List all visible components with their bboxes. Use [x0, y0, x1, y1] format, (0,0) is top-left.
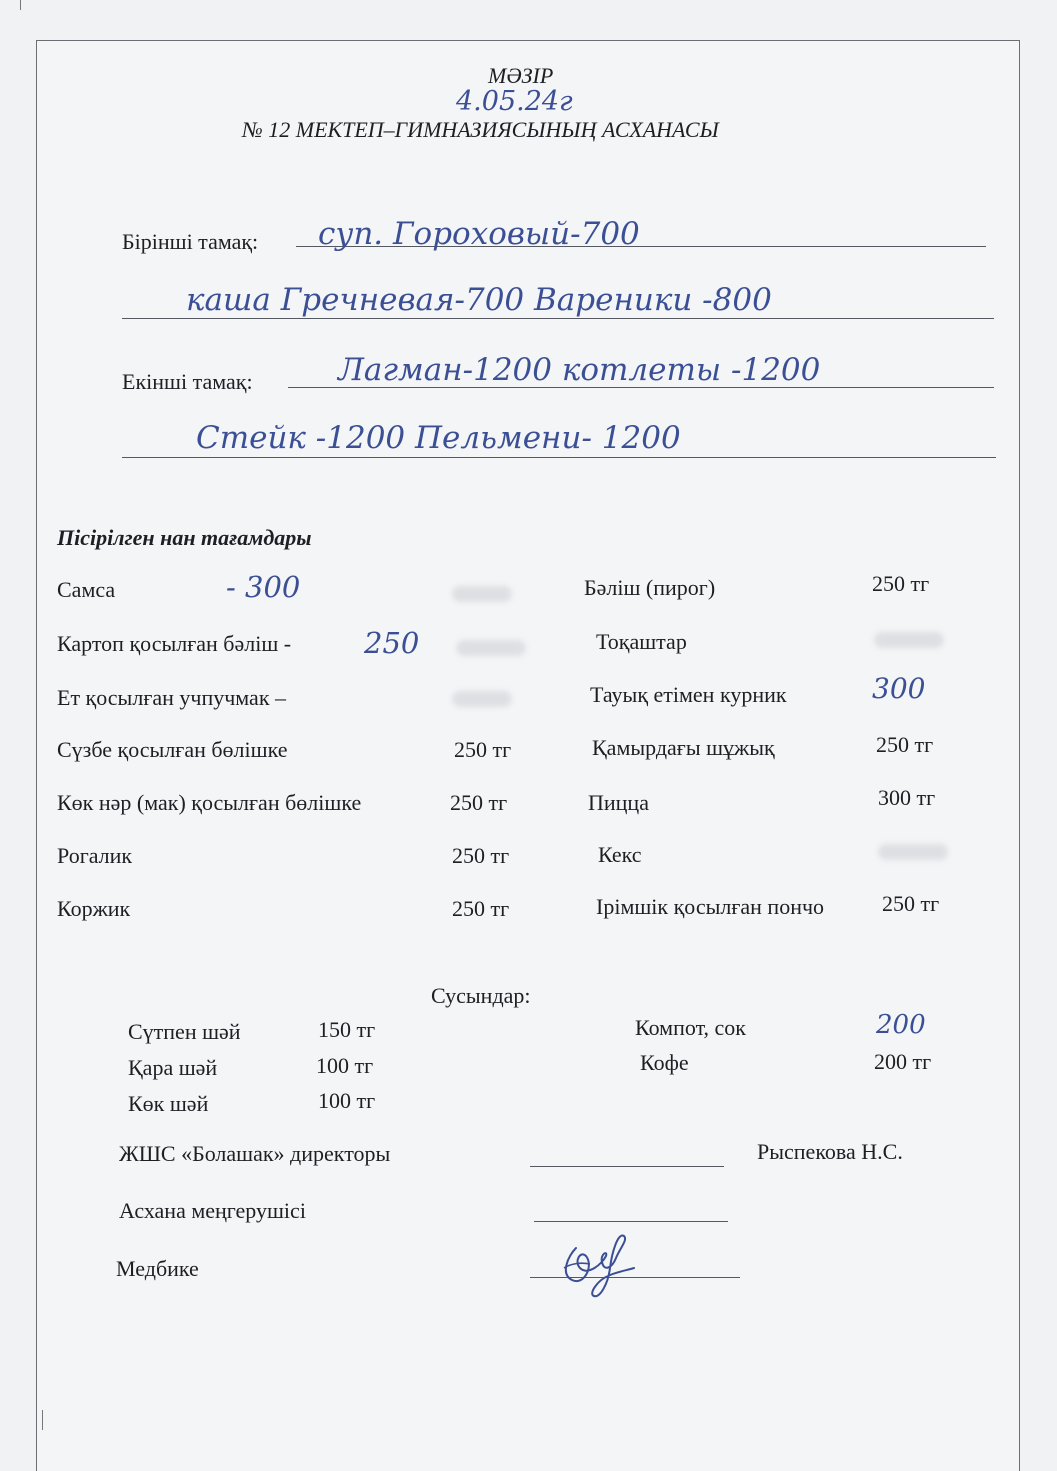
bakery-left-name: Ет қосылған учпучмак –: [57, 685, 287, 710]
bakery-left-name: Картоп қосылған бәліш -: [57, 631, 292, 656]
canteen-title: № 12 МЕКТЕП–ГИМНАЗИЯСЫНЫҢ АСХАНАСЫ: [242, 117, 719, 142]
drink-price: 100 тг: [318, 1088, 376, 1113]
first-course-entry-1: суп. Гороховый-700: [318, 216, 640, 252]
drink-name: Қара шәй: [128, 1055, 218, 1080]
second-course-label: Екінші тамақ:: [122, 369, 253, 394]
bakery-right-name: Қамырдағы шұжық: [592, 735, 775, 760]
nurse-label: Медбике: [116, 1256, 199, 1281]
director-label: ЖШС «Болашак» директоры: [119, 1141, 391, 1166]
bakery-left-price: - 300: [226, 570, 301, 604]
drink-price: 200 тг: [874, 1049, 932, 1074]
bakery-right-name: Кекс: [598, 842, 642, 867]
bakery-right-name: Бәліш (пирог): [584, 575, 716, 600]
first-course-line-2: [122, 318, 994, 319]
bakery-right-price: 250 тг: [876, 732, 934, 757]
bakery-right-price: 250 тг: [882, 891, 940, 916]
second-course-line-2: [122, 457, 996, 458]
bakery-right-name: Тауық етімен курник: [590, 682, 787, 707]
handwritten-signature-icon: [550, 1228, 640, 1304]
edge-mark: [20, 0, 27, 10]
bakery-heading: Пісірілген нан тағамдары: [57, 525, 312, 550]
bakery-left-name: Рогалик: [57, 843, 133, 868]
edge-mark: [42, 1410, 49, 1430]
erased-price-smudge: [874, 632, 944, 648]
bakery-left-price: 250 тг: [452, 896, 510, 921]
bakery-right-name: Пицца: [588, 790, 649, 815]
first-course-label: Бірінші тамақ:: [122, 229, 259, 254]
manager-label: Асхана меңгерушісі: [119, 1198, 306, 1223]
menu-title: МӘЗІР: [488, 63, 554, 88]
bakery-left-name: Сүзбе қосылған бөлішке: [57, 737, 288, 762]
director-signature-line: [530, 1166, 724, 1167]
bakery-right-name: Тоқаштар: [596, 629, 687, 654]
drinks-heading: Сусындар:: [431, 983, 531, 1008]
drink-name: Сүтпен шәй: [128, 1019, 241, 1044]
erased-price-smudge: [456, 640, 526, 656]
director-name: Рыспекова Н.С.: [757, 1139, 903, 1164]
bakery-left-name: Коржик: [57, 896, 131, 921]
drink-price: 200: [876, 1010, 926, 1040]
drink-name: Көк шәй: [128, 1091, 209, 1116]
bakery-right-name: Ірімшік қосылған пончо: [596, 894, 825, 919]
manager-signature-line: [534, 1221, 728, 1222]
drink-name: Кофе: [640, 1050, 689, 1075]
first-course-entry-2: каша Гречневая-700 Вареники -800: [186, 282, 772, 318]
drink-name: Компот, сок: [635, 1015, 746, 1040]
date-handwritten: 4.05.24г: [456, 86, 573, 117]
bakery-right-price: 300: [872, 672, 926, 705]
second-course-entry-1: Лагман-1200 котлеты -1200: [338, 352, 821, 388]
bakery-left-price: 250: [364, 626, 420, 660]
bakery-left-price: 250 тг: [452, 843, 510, 868]
erased-price-smudge: [452, 691, 512, 707]
bakery-left-price: 250 тг: [450, 790, 508, 815]
bakery-left-name: Самса: [57, 577, 116, 602]
bakery-left-name: Көк нәр (мак) қосылған бөлішке: [57, 790, 362, 815]
drink-price: 150 тг: [318, 1017, 376, 1042]
second-course-entry-2: Стейк -1200 Пельмени- 1200: [196, 420, 681, 456]
erased-price-smudge: [452, 586, 512, 602]
bakery-right-price: 250 тг: [872, 571, 930, 596]
bakery-right-price: 300 тг: [878, 785, 936, 810]
erased-price-smudge: [878, 844, 948, 860]
drink-price: 100 тг: [316, 1053, 374, 1078]
bakery-left-price: 250 тг: [454, 737, 512, 762]
